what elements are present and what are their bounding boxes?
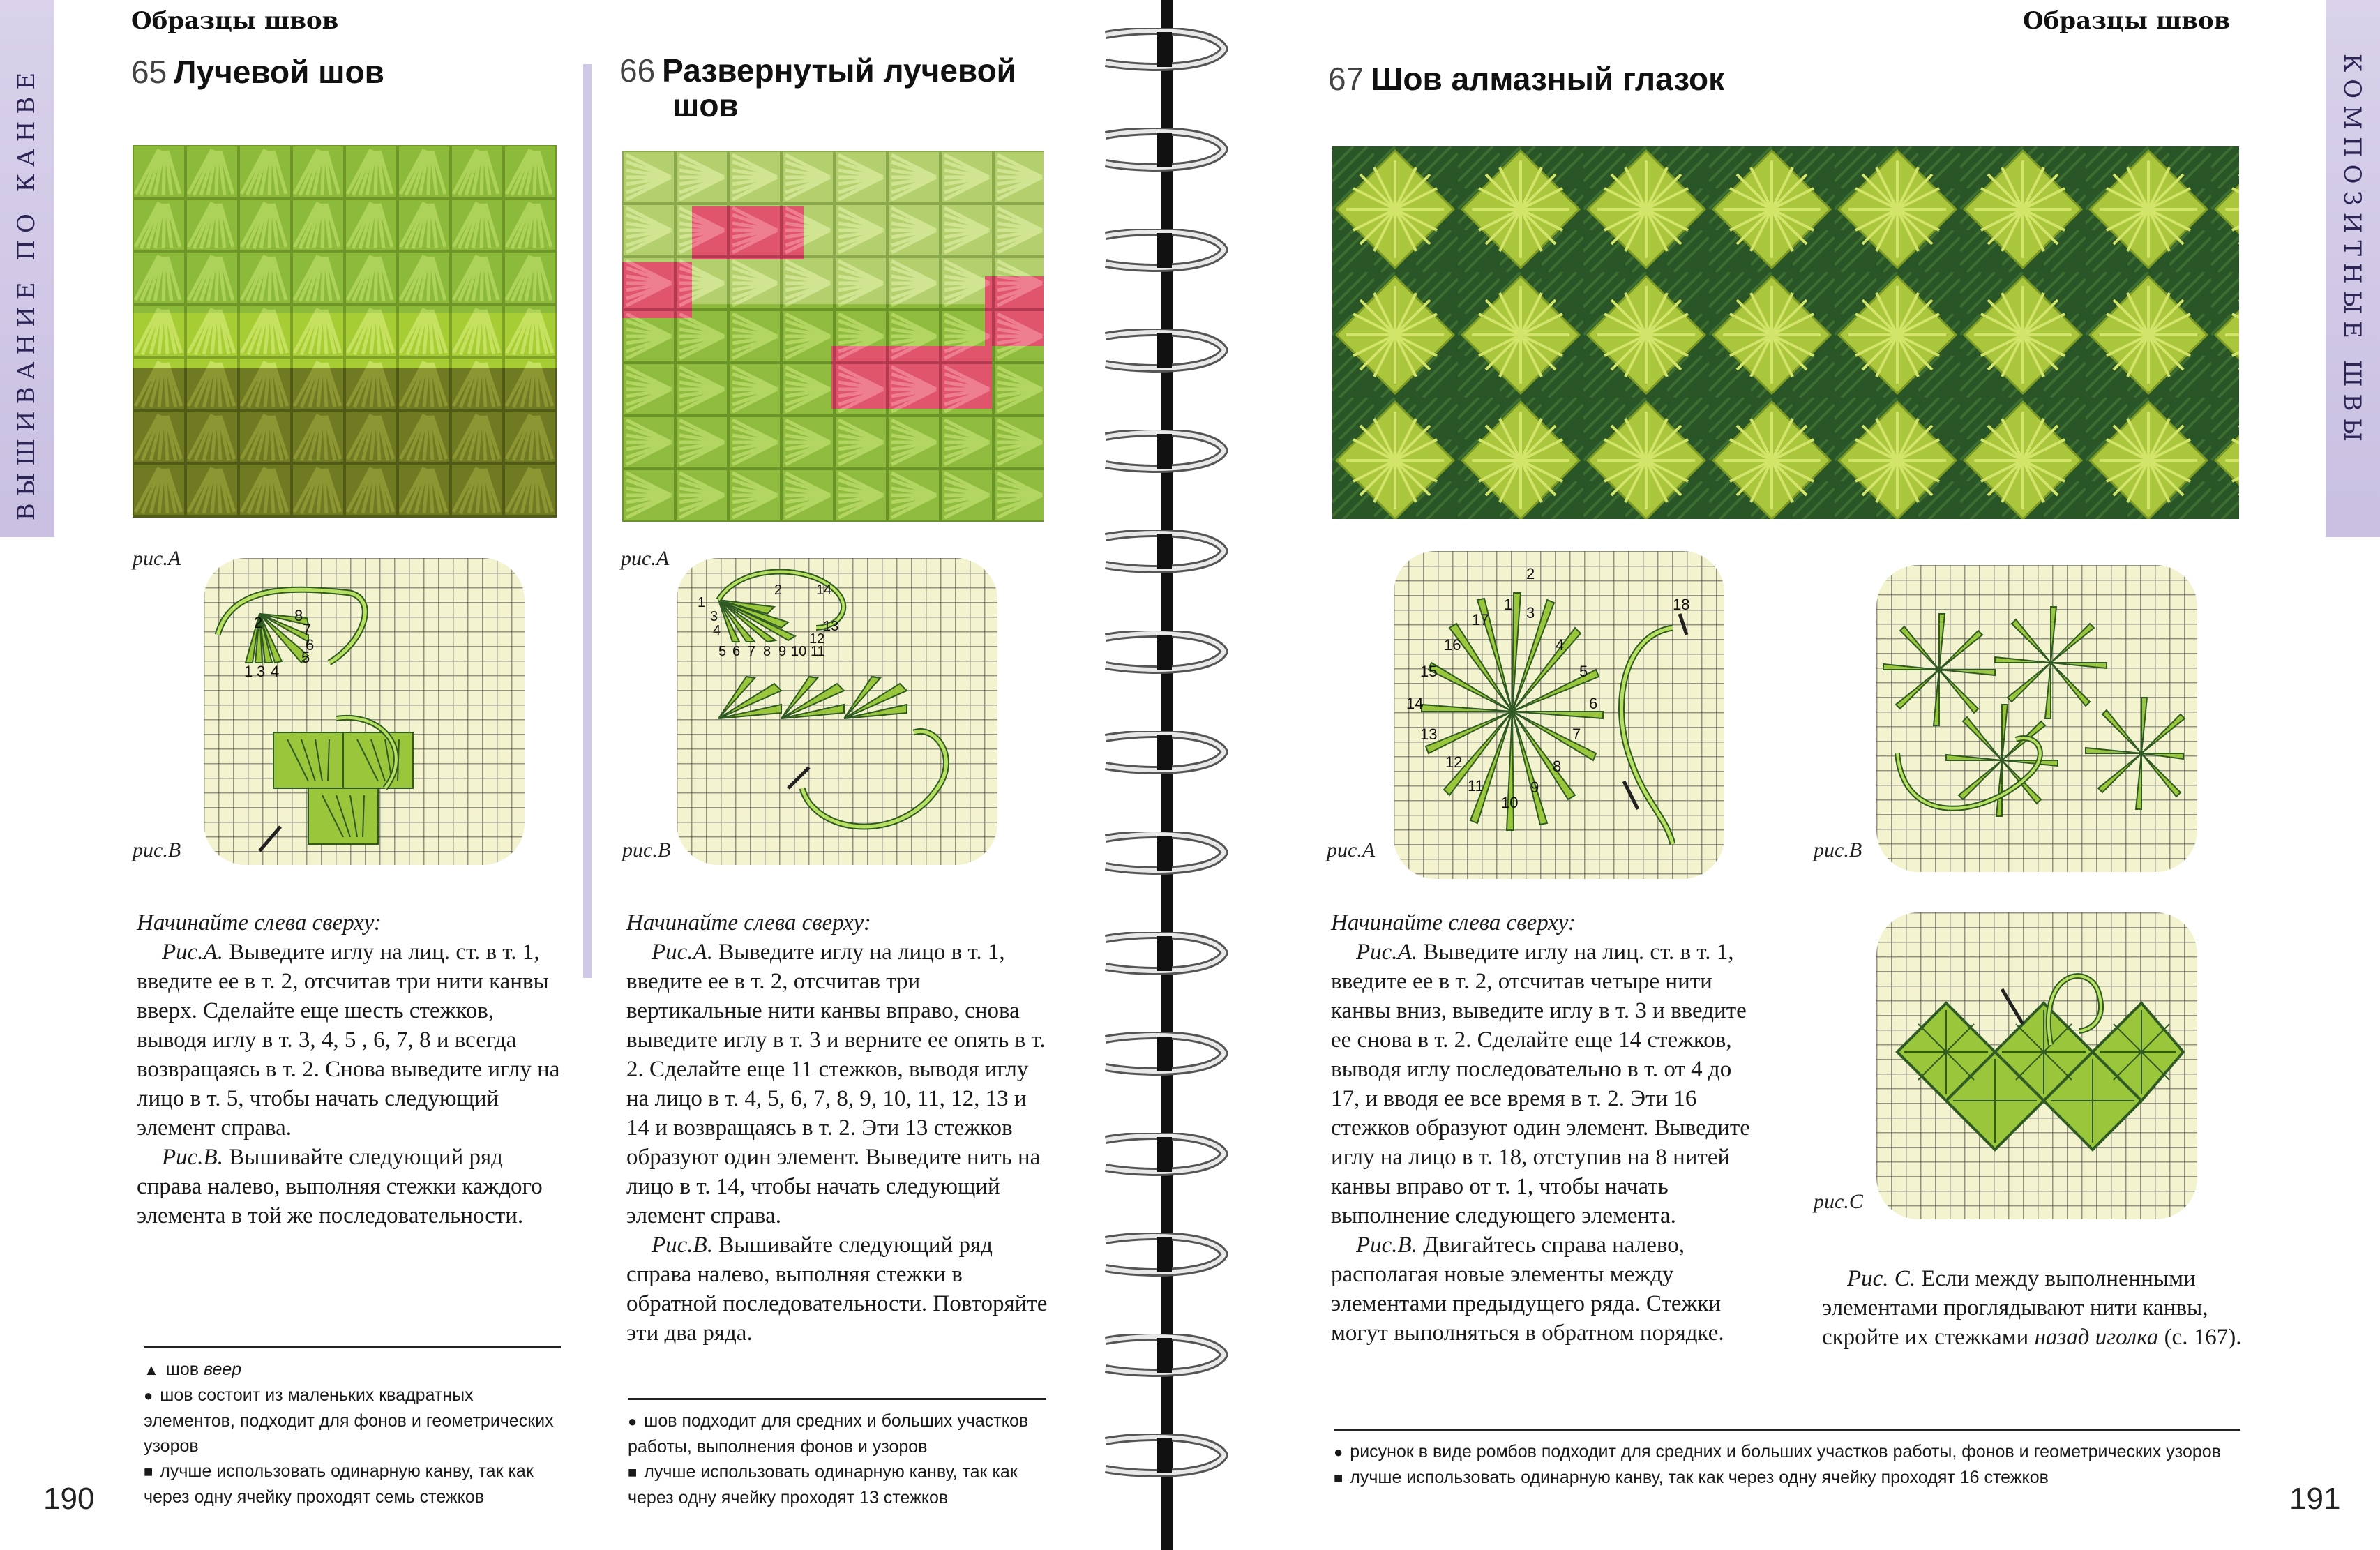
- svg-text:8: 8: [763, 644, 771, 659]
- square-bullet-icon: ■: [628, 1464, 638, 1481]
- stitch-67-instructions: [1331, 908, 1763, 1348]
- stitch-65-title: [131, 54, 384, 89]
- svg-text:7: 7: [1572, 725, 1581, 743]
- circle-bullet-icon: ●: [1334, 1443, 1343, 1461]
- right-side-band-text: КОМПОЗИТНЫЕ ШВЫ: [2338, 53, 2366, 449]
- stitch-67-title: 67 Шов алмазный глазок: [1328, 61, 1725, 97]
- svg-text:5: 5: [1579, 663, 1588, 680]
- spiral-ring: [1102, 329, 1228, 378]
- svg-text:6: 6: [1589, 695, 1598, 712]
- svg-text:4: 4: [713, 623, 721, 638]
- spiral-ring: [1102, 1032, 1228, 1081]
- stitch-66-note-2: ■ лучше использовать одинарную канву, так как через одну ячейку проходят 13 стежков: [628, 1462, 1018, 1507]
- stitch-66-number: 66: [619, 52, 656, 89]
- stitch-65-fig-a-label: рис.A: [133, 547, 181, 570]
- spiral-ring: [1102, 631, 1228, 679]
- stitch-67-diagram-a: [1394, 551, 1724, 879]
- stitch-66-paragraph-b: Рис.В. Вышивайте следующий ряд справа налево, выполняя стежки в обратной последовательности. Повторяйте эти два ряда.: [626, 1233, 1048, 1346]
- stitch-65-paragraph-a: Рис.А. Выведите иглу на лиц. ст. в т. 1, введите ее в т. 2, отсчитав три нити канвы вверх. Сделайте еще шесть стежков, выводя иглу в т. 3, 4, 5 , 6, 7, 8 и всегда возвращаясь в т. 2. Снова выведите иглу на лицо в т. 5, чтобы начать следующий элемент справа.: [137, 940, 560, 1141]
- stitch-65-diagram: [204, 558, 525, 865]
- svg-text:3: 3: [1526, 604, 1535, 622]
- stitch-67-paragraph-a: Рис.А. Выведите иглу на лиц. ст. в т. 1, введите ее в т. 2, отсчитав четыре нити канвы вниз, выведите иглу в т. 3 и введите ее снова в т. 2. Сделайте еще 14 стежков, выводя иглу последовательно в т. от 4 до 17, и вводя ее все время в т. 2. Эти 16 стежков образуют один элемент. Выведите иглу на лицо в т. 18, отступив на 8 нитей канвы вправо от т. 1, чтобы начать выполнение следующего элемента.: [1331, 940, 1750, 1228]
- spiral-ring: [1102, 932, 1228, 981]
- svg-text:12: 12: [1445, 753, 1463, 771]
- stitch-65-note-1: ▲ шов веер: [144, 1360, 242, 1379]
- svg-text:13: 13: [823, 619, 839, 634]
- stitch-65-lead: Начинайте слева сверху:: [137, 910, 382, 935]
- svg-text:4: 4: [271, 663, 280, 680]
- spiral-ring: [1102, 1233, 1228, 1282]
- svg-text:11: 11: [811, 644, 825, 659]
- stitch-67-note-2: ■ лучше использовать одинарную канву, так как через одну ячейку проходят 16 стежков: [1334, 1468, 2049, 1487]
- svg-text:7: 7: [748, 644, 756, 659]
- stitch-65-note-3: ■ лучше использовать одинарную канву, так как через одну ячейку проходят семь стежков: [144, 1461, 534, 1507]
- right-page-number: 191: [2289, 1482, 2341, 1516]
- spiral-ring: [1102, 832, 1228, 880]
- stitch-66-title: 66 Развернутый лучевой шов: [619, 52, 1016, 123]
- stitch-67-fig-a-label: рис.A: [1327, 838, 1376, 861]
- stitch-67-lead: Начинайте слева сверху:: [1331, 910, 1576, 935]
- stitch-67-paragraph-b: Рис.В. Двигайтесь справа налево, располагая новые элементы между элементами предыдущего ряда. Стежки могут выполняться в обратном порядке.: [1331, 1233, 1724, 1346]
- stitch-66-photo: [622, 151, 1044, 522]
- svg-text:8: 8: [1553, 758, 1562, 775]
- svg-text:1: 1: [698, 595, 706, 610]
- spiral-ring: [1102, 1133, 1228, 1182]
- stitch-67-paragraph-c: Рис. С. Если между выполненными элементами проглядывают нити канвы, скройте их стежками назад иголка (с. 167).: [1822, 1266, 2242, 1350]
- svg-text:2: 2: [254, 614, 263, 631]
- svg-text:14: 14: [1406, 695, 1424, 712]
- right-running-head: Образцы швов: [2023, 7, 2231, 35]
- spiral-ring: [1102, 128, 1228, 177]
- svg-text:2: 2: [774, 582, 783, 598]
- spiral-ring: [1102, 1334, 1228, 1383]
- svg-text:1: 1: [244, 663, 253, 680]
- spiral-ring: [1102, 1434, 1228, 1483]
- left-side-band-text: ВЫШИВАНИЕ ПО КАНВЕ: [13, 65, 40, 521]
- svg-text:3: 3: [257, 663, 266, 680]
- svg-text:3: 3: [710, 609, 718, 624]
- svg-text:5: 5: [718, 644, 727, 659]
- spiral-ring: [1102, 229, 1228, 278]
- spiral-ring: [1102, 530, 1228, 579]
- svg-text:14: 14: [816, 582, 832, 598]
- stitch-66-diagram: [677, 558, 997, 865]
- svg-text:2: 2: [1526, 565, 1535, 582]
- svg-text:17: 17: [1472, 611, 1489, 629]
- stitch-65-title-text: Лучевой шов: [174, 54, 384, 90]
- spiral-ring: [1102, 28, 1228, 77]
- svg-text:1: 1: [1504, 596, 1513, 613]
- svg-text:4: 4: [1556, 636, 1565, 654]
- left-running-head: Образцы швов: [131, 7, 339, 35]
- stitch-67-diagram-b: [1876, 565, 2197, 872]
- stitch-66-note-1: ● шов подходит для средних и больших участков работы, выполнения фонов и узоров: [628, 1411, 1029, 1457]
- stitch-65-number: 65: [131, 54, 167, 90]
- svg-text:6: 6: [306, 636, 315, 654]
- svg-text:7: 7: [303, 621, 312, 638]
- stitch-66-fig-a-label: рис.A: [621, 547, 670, 570]
- svg-text:5: 5: [301, 649, 310, 666]
- stitch-65-note-2: ● шов состоит из маленьких квадратных элементов, подходит для фонов и геометрических узоров: [144, 1385, 554, 1456]
- stitch-67-note-1: ● рисунок в виде ромбов подходит для средних и больших участков работы, фонов и геометрических узоров: [1334, 1442, 2221, 1461]
- stitch-65-fig-b-label: рис.B: [133, 838, 181, 861]
- svg-text:15: 15: [1420, 663, 1438, 680]
- svg-text:11: 11: [1468, 777, 1484, 795]
- stitch-67-fig-c-label: рис.C: [1814, 1190, 1863, 1213]
- square-bullet-icon: ■: [144, 1463, 153, 1480]
- spiral-ring: [1102, 430, 1228, 479]
- svg-text:10: 10: [791, 644, 807, 659]
- stitch-66-fig-b-label: рис.B: [622, 838, 671, 861]
- svg-text:8: 8: [294, 607, 303, 624]
- stitch-67-notes: [1334, 1429, 2240, 1491]
- stitch-67-number: 67: [1328, 61, 1364, 97]
- svg-text:10: 10: [1501, 794, 1519, 811]
- left-page-number: 190: [43, 1482, 95, 1516]
- circle-bullet-icon: ●: [144, 1387, 153, 1404]
- svg-text:9: 9: [1530, 778, 1539, 796]
- triangle-bullet-icon: ▲: [144, 1361, 159, 1378]
- column-separator: [583, 64, 592, 978]
- square-bullet-icon: ■: [1334, 1469, 1343, 1487]
- stitch-66-notes: [628, 1398, 1046, 1510]
- svg-text:13: 13: [1420, 725, 1438, 743]
- svg-text:9: 9: [778, 644, 787, 659]
- svg-text:6: 6: [732, 644, 741, 659]
- stitch-66-instructions: [626, 908, 1052, 1348]
- stitch-67-photo: [1332, 146, 2239, 519]
- circle-bullet-icon: ●: [628, 1413, 638, 1430]
- svg-text:18: 18: [1673, 596, 1690, 613]
- svg-text:12: 12: [809, 631, 825, 647]
- stitch-65-photo: [133, 145, 557, 518]
- spiral-ring: [1102, 731, 1228, 780]
- stitch-67-fig-b-label: рис.B: [1814, 838, 1862, 861]
- stitch-66-lead: Начинайте слева сверху:: [626, 910, 871, 935]
- stitch-65-notes: [144, 1346, 561, 1510]
- stitch-67-diagram-c: [1876, 912, 2197, 1219]
- stitch-65-instructions: [137, 908, 562, 1231]
- svg-text:16: 16: [1444, 636, 1461, 654]
- stitch-66-paragraph-a: Рис.А. Выведите иглу на лицо в т. 1, введите ее в т. 2, отсчитав три вертикальные нити канвы вправо, снова выведите иглу в т. 3 и верните ее опять в т. 2. Сделайте еще 11 стежков, выводя иглу на лицо в т. 4, 5, 6, 7, 8, 9, 10, 11, 12, 13 и 14 и возвращаясь в т. 2. Эти 13 стежков образуют один элемент. Выведите нить на лицо в т. 14, чтобы начать следующий элемент справа.: [626, 940, 1046, 1228]
- stitch-65-paragraph-b: Рис.В. Вышивайте следующий ряд справа налево, выполняя стежки каждого элемента в той же последовательности.: [137, 1145, 543, 1228]
